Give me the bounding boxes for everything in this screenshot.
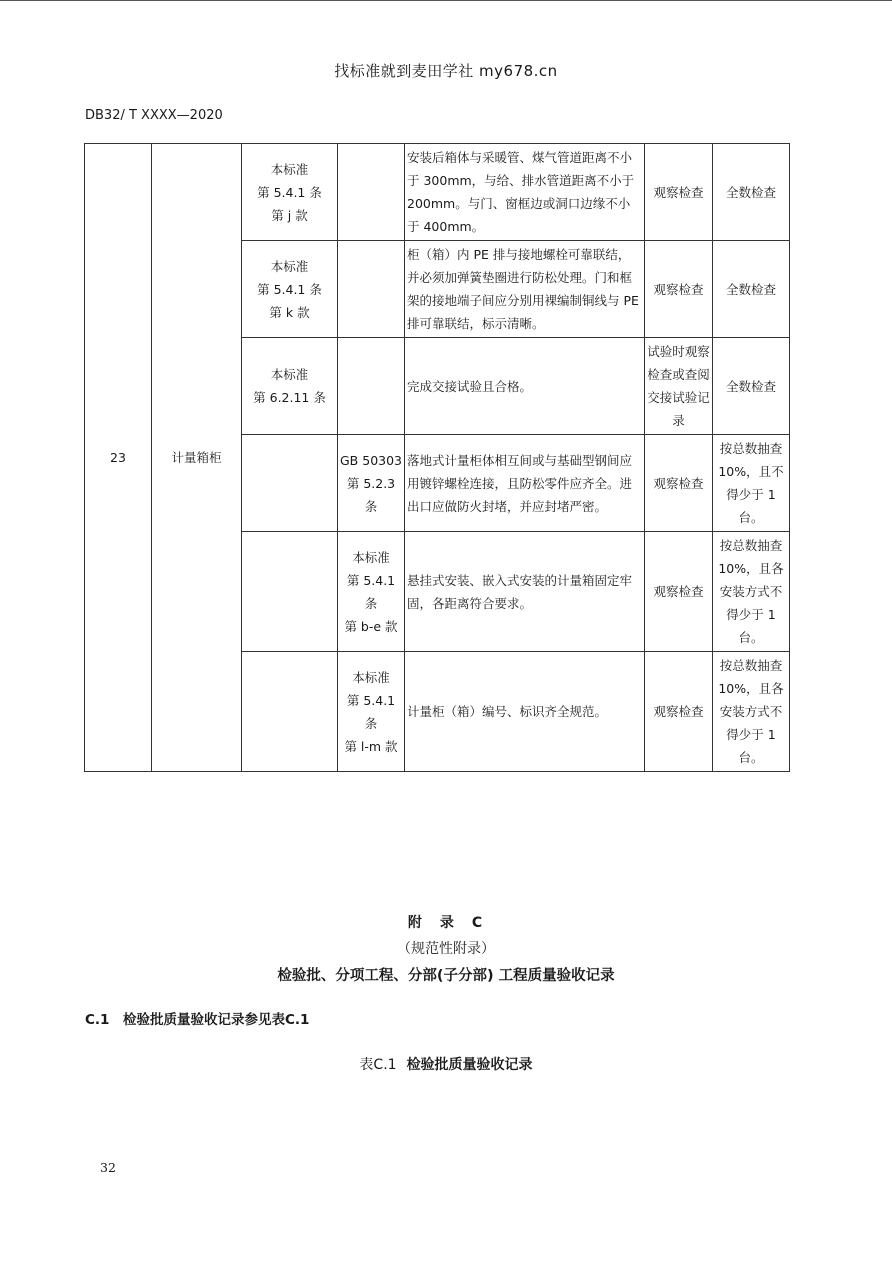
clause-number: C.1: [85, 1012, 110, 1028]
ref-alt-cell: [338, 144, 405, 241]
ref-line: 第 5.4.1 条: [346, 692, 396, 731]
ref-line: 第 6.2.11 条: [253, 390, 326, 405]
quantity-cell: 按总数抽查 10%，且各安装方式不得少于 1 台。: [713, 652, 790, 772]
method-cell: 观察检查: [645, 435, 713, 532]
ref-main-cell: [242, 532, 338, 652]
method-cell: 观察检查: [645, 652, 713, 772]
ref-line: 第 b-e 款: [344, 618, 398, 634]
method-cell: 观察检查: [645, 144, 713, 241]
item-number: 23: [85, 144, 152, 772]
ref-line: 第 j 款: [271, 207, 308, 223]
document-code: DB32/ T XXXX—2020: [85, 108, 223, 123]
table-row: [85, 144, 790, 241]
ref-alt-cell: [338, 241, 405, 338]
requirement-cell: 计量柜（箱）编号、标识齐全规范。: [405, 652, 645, 772]
quantity-cell: 按总数抽查 10%，且各安装方式不得少于 1 台。: [713, 532, 790, 652]
ref-line: 第 5.4.1 条: [257, 184, 322, 200]
ref-main-cell: [242, 144, 338, 241]
ref-alt-cell: [338, 338, 405, 435]
requirement-cell: 柜（箱）内 PE 排与接地螺栓可靠联结，并必须加弹簧垫圈进行防松处理。门和框架的接地端子间应分别用裸编制铜线与 PE 排可靠联结，标示清晰。: [405, 241, 645, 338]
quantity-cell: 全数检查: [713, 241, 790, 338]
page-top-border: [0, 0, 892, 1]
ref-line: 本标准: [270, 161, 309, 177]
quantity-cell: 全数检查: [713, 338, 790, 435]
requirement-cell: 安装后箱体与采暖管、煤气管道距离不小于 300mm，与给、排水管道距离不小于 200mm。与门、窗框边或洞口边缘不小于 400mm。: [405, 144, 645, 241]
ref-main-cell: [242, 338, 338, 435]
table-caption: [0, 1054, 892, 1074]
inspection-table: [84, 143, 790, 772]
requirement-cell: 悬挂式安装、嵌入式安装的计量箱固定牢固，各距离符合要求。: [405, 532, 645, 652]
table-caption-label: 表C.1: [359, 1057, 397, 1073]
appendix-title: 附 录 C: [407, 915, 485, 931]
ref-line: 第 l-m 款: [344, 738, 398, 754]
ref-alt-cell: [338, 532, 405, 652]
ref-line: 本标准: [352, 549, 390, 565]
ref-line: 第 5.2.3 条: [346, 475, 396, 514]
ref-line: 第 5.4.1 条: [257, 281, 322, 297]
method-cell: 试验时观察检查或查阅交接试验记录: [645, 338, 713, 435]
table-caption-title: 检验批质量验收记录: [406, 1057, 533, 1073]
ref-alt-cell: [338, 652, 405, 772]
ref-line: GB 50303: [340, 452, 402, 468]
quantity-cell: 全数检查: [713, 144, 790, 241]
ref-line: 本标准: [270, 367, 309, 382]
ref-alt-cell: [338, 435, 405, 532]
ref-line: 本标准: [352, 669, 390, 685]
ref-line: 本标准: [270, 258, 309, 274]
method-cell: 观察检查: [645, 241, 713, 338]
ref-main-cell: [242, 652, 338, 772]
clause-text: 检验批质量验收记录参见表C.1: [123, 1012, 310, 1028]
clause-c1: [85, 1008, 309, 1028]
method-cell: 观察检查: [645, 532, 713, 652]
appendix-heading: [0, 912, 892, 988]
ref-main-cell: [242, 435, 338, 532]
item-name: 计量箱柜: [152, 144, 242, 772]
requirement-cell: 完成交接试验且合格。: [405, 338, 645, 435]
requirement-cell: 落地式计量柜体相互间或与基础型钢间应用镀锌螺栓连接，且防松零件应齐全。进出口应做防火封堵，并应封堵严密。: [405, 435, 645, 532]
appendix-subtitle: （规范性附录）: [397, 941, 495, 957]
ref-line: 第 5.4.1 条: [346, 572, 396, 611]
site-header: 找标准就到麦田学社 my678.cn: [334, 62, 558, 80]
quantity-cell: 按总数抽查 10%，且不得少于 1 台。: [713, 435, 790, 532]
appendix-heading-text: 检验批、分项工程、分部(子分部) 工程质量验收记录: [277, 968, 615, 984]
ref-line: 第 k 款: [269, 304, 310, 320]
page-number: 32: [100, 1160, 116, 1175]
ref-main-cell: [242, 241, 338, 338]
